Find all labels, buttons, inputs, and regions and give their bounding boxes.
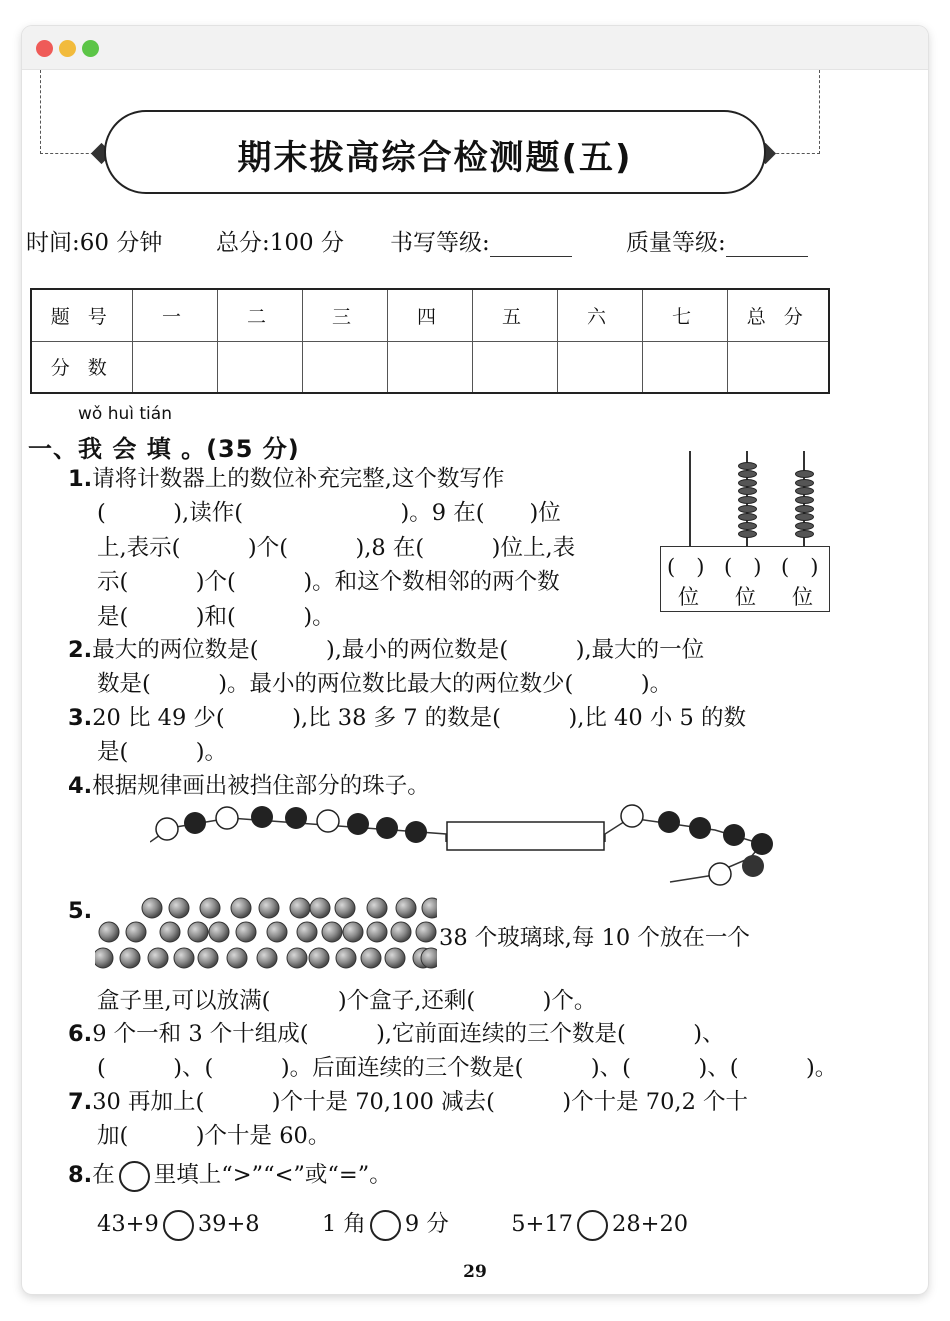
question-text: ( )、( )。后面连续的三个数是( )、( )、( )。 (97, 1055, 838, 1082)
table-cell: 六 (557, 289, 642, 341)
left-dashed-bracket-vertical (40, 70, 41, 154)
abacus-bead (795, 470, 814, 478)
bead-hollow (216, 807, 238, 829)
question-number: 7. (68, 1089, 93, 1115)
glass-marble (99, 922, 119, 942)
table-cell: 二 (217, 289, 302, 341)
glass-marble (416, 922, 436, 942)
comparison-right: 9 分 (404, 1211, 449, 1237)
abacus-bead (795, 479, 814, 487)
question-number: 2. (68, 637, 93, 663)
table-cell: 题 号 (31, 289, 132, 341)
place-label: 位 (678, 585, 699, 609)
glass-marble (391, 922, 411, 942)
bead-solid (742, 855, 764, 877)
comparison-left: 1 角 (321, 1211, 366, 1237)
glass-marble (396, 898, 416, 918)
glass-marble (227, 948, 247, 968)
score-input-cell[interactable] (642, 341, 727, 393)
question-text: 20 比 49 少( ),比 38 多 7 的数是( ),比 40 小 5 的数 (92, 705, 746, 731)
table-cell: 一 (132, 289, 217, 341)
place-blank-hundreds[interactable]: ( ) (667, 555, 705, 579)
bead-solid (376, 817, 398, 839)
maximize-window-button[interactable] (82, 40, 99, 57)
section-pinyin: wǒ huì tián (78, 404, 172, 424)
abacus-bead (738, 522, 757, 530)
question-text: 9 个一和 3 个十组成( ),它前面连续的三个数是( )、 (92, 1021, 725, 1047)
abacus-bead (738, 530, 757, 538)
compare-circle-input[interactable] (163, 1210, 194, 1241)
question-1 (68, 462, 575, 634)
bead-solid (285, 807, 307, 829)
comparison-row (97, 1207, 688, 1241)
question-5 (68, 894, 92, 928)
glass-marble (198, 948, 218, 968)
glass-marble (367, 922, 387, 942)
glass-marble (361, 948, 381, 968)
glass-marble (287, 948, 307, 968)
writing-grade-label: 书写等级: (390, 224, 572, 257)
glass-marbles-figure (95, 894, 437, 980)
glass-marble (343, 922, 363, 942)
bead-solid (723, 824, 745, 846)
glass-marble (335, 898, 355, 918)
question-text: ( ),读作( )。9 在( )位 (97, 500, 561, 527)
table-cell: 三 (302, 289, 387, 341)
glass-marble (148, 948, 168, 968)
glass-marble (126, 922, 146, 942)
score-table-score-row (31, 341, 829, 393)
score-input-cell[interactable] (302, 341, 387, 393)
question-number: 5. (68, 898, 93, 924)
page-title: 期末拔高综合检测题(五) (237, 138, 633, 178)
abacus-rod (689, 451, 691, 547)
glass-marble (385, 948, 405, 968)
place-label: 位 (735, 585, 756, 609)
bead-string-figure (150, 798, 790, 893)
glass-marble (160, 922, 180, 942)
bead-hollow (709, 863, 731, 885)
glass-marble (309, 948, 329, 968)
glass-marble (174, 948, 194, 968)
abacus-bead (795, 522, 814, 530)
abacus-bead (795, 513, 814, 521)
score-input-cell[interactable] (727, 341, 829, 393)
abacus-bead (795, 530, 814, 538)
question-number: 4. (68, 773, 93, 799)
glass-marble (95, 948, 113, 968)
bead-solid (751, 833, 773, 855)
minimize-window-button[interactable] (59, 40, 76, 57)
compare-circle-input[interactable] (577, 1210, 608, 1241)
table-cell: 五 (472, 289, 557, 341)
score-input-cell[interactable] (217, 341, 302, 393)
question-text: 是( )。 (97, 739, 228, 766)
right-dashed-bracket-vertical (819, 70, 820, 154)
bead-hollow (317, 810, 339, 832)
bead-solid (184, 812, 206, 834)
question-2 (68, 633, 704, 702)
window-titlebar (22, 26, 928, 70)
glass-marble (236, 922, 256, 942)
question-text: 在 (92, 1162, 115, 1188)
compare-circle-input[interactable] (370, 1210, 401, 1241)
score-table-header-row (31, 289, 829, 341)
question-text: 请将计数器上的数位补充完整,这个数写作 (92, 466, 505, 492)
question-6 (68, 1017, 837, 1086)
comparison-left: 43+9 (97, 1211, 159, 1237)
question-number: 1. (68, 466, 93, 492)
glass-marble (259, 898, 279, 918)
bead-solid (405, 821, 427, 843)
covered-section-box (447, 822, 604, 850)
question-number: 6. (68, 1021, 93, 1047)
page-number: 29 (463, 1262, 487, 1282)
question-text: 里填上“>”“<”或“=”。 (153, 1162, 392, 1188)
table-cell: 总 分 (727, 289, 829, 341)
place-blank-tens[interactable]: ( ) (724, 555, 762, 579)
score-table (30, 288, 830, 394)
score-input-cell[interactable] (132, 341, 217, 393)
score-input-cell[interactable] (472, 341, 557, 393)
question-8 (68, 1158, 392, 1192)
glass-marble (231, 898, 251, 918)
glass-marble (120, 948, 140, 968)
question-text: 根据规律画出被挡住部分的珠子。 (92, 773, 430, 799)
exam-time: 时间:60 分钟 (26, 230, 163, 256)
table-cell: 七 (642, 289, 727, 341)
example-circle-icon (119, 1161, 150, 1192)
bead-solid (347, 813, 369, 835)
bead-hollow (156, 818, 178, 840)
glass-marble (142, 898, 162, 918)
abacus-base (660, 546, 830, 612)
glass-marble (422, 898, 437, 918)
glass-marble (290, 898, 310, 918)
abacus-bead (738, 479, 757, 487)
bead-solid (689, 817, 711, 839)
glass-marble (188, 922, 208, 942)
document-window (22, 26, 928, 1294)
title-banner (104, 110, 766, 194)
glass-marble (209, 922, 229, 942)
bead-hollow (621, 805, 643, 827)
exam-total-score: 总分:100 分 (216, 230, 344, 256)
bead-solid (251, 806, 273, 828)
glass-marble (367, 898, 387, 918)
section-title: 一、我 会 填 。(35 分) (28, 435, 300, 463)
bead-solid (658, 811, 680, 833)
glass-marble (297, 922, 317, 942)
score-input-cell[interactable] (387, 341, 472, 393)
abacus-bead (738, 462, 757, 470)
question-text: 30 再加上( )个十是 70,100 减去( )个十是 70,2 个十 (92, 1089, 749, 1115)
score-input-cell[interactable] (557, 341, 642, 393)
counting-frame (658, 451, 834, 613)
question-text: 是( )和( )。 (97, 603, 335, 630)
table-cell: 四 (387, 289, 472, 341)
question-number: 3. (68, 705, 93, 731)
comparison-right: 39+8 (197, 1211, 260, 1237)
glass-marble (267, 922, 287, 942)
comparison-right: 28+20 (612, 1211, 689, 1237)
glass-marble (310, 898, 330, 918)
glass-marble (322, 922, 342, 942)
abacus-bead (795, 505, 814, 513)
abacus-bead (795, 496, 814, 504)
place-label: 位 (792, 585, 813, 609)
question-text: 加( )个十是 60。 (97, 1123, 331, 1150)
quality-grade-blank[interactable] (726, 235, 808, 257)
close-window-button[interactable] (36, 40, 53, 57)
comparison-left: 5+17 (511, 1211, 573, 1237)
glass-marble (336, 948, 356, 968)
question-text: 数是( )。最小的两位数比最大的两位数少( )。 (97, 671, 673, 698)
abacus-bead (738, 496, 757, 504)
question-text: 最大的两位数是( ),最小的两位数是( ),最大的一位 (92, 637, 705, 663)
glass-marble (257, 948, 277, 968)
table-cell: 分 数 (31, 341, 132, 393)
question-3 (68, 701, 746, 770)
question-text: 上,表示( )个( ),8 在( )位上,表 (97, 534, 576, 561)
abacus-bead (738, 487, 757, 495)
writing-grade-blank[interactable] (490, 235, 572, 257)
abacus-bead (738, 513, 757, 521)
glass-marble (200, 898, 220, 918)
abacus-bead (795, 487, 814, 495)
glass-marble (169, 898, 189, 918)
abacus-bead (738, 470, 757, 478)
quality-grade-label: 质量等级: (626, 224, 808, 257)
abacus-bead (738, 505, 757, 513)
question-text: 示( )个( )。和这个数相邻的两个数 (97, 569, 560, 596)
glass-marble (421, 948, 437, 968)
question-5-text-line2: 盒子里,可以放满( )个盒子,还剩( )个。 (97, 988, 597, 1014)
question-7 (68, 1085, 748, 1154)
question-5-text-line1: 38 个玻璃球,每 10 个放在一个 (439, 925, 750, 951)
place-blank-ones[interactable]: ( ) (781, 555, 819, 579)
question-number: 8. (68, 1162, 93, 1188)
